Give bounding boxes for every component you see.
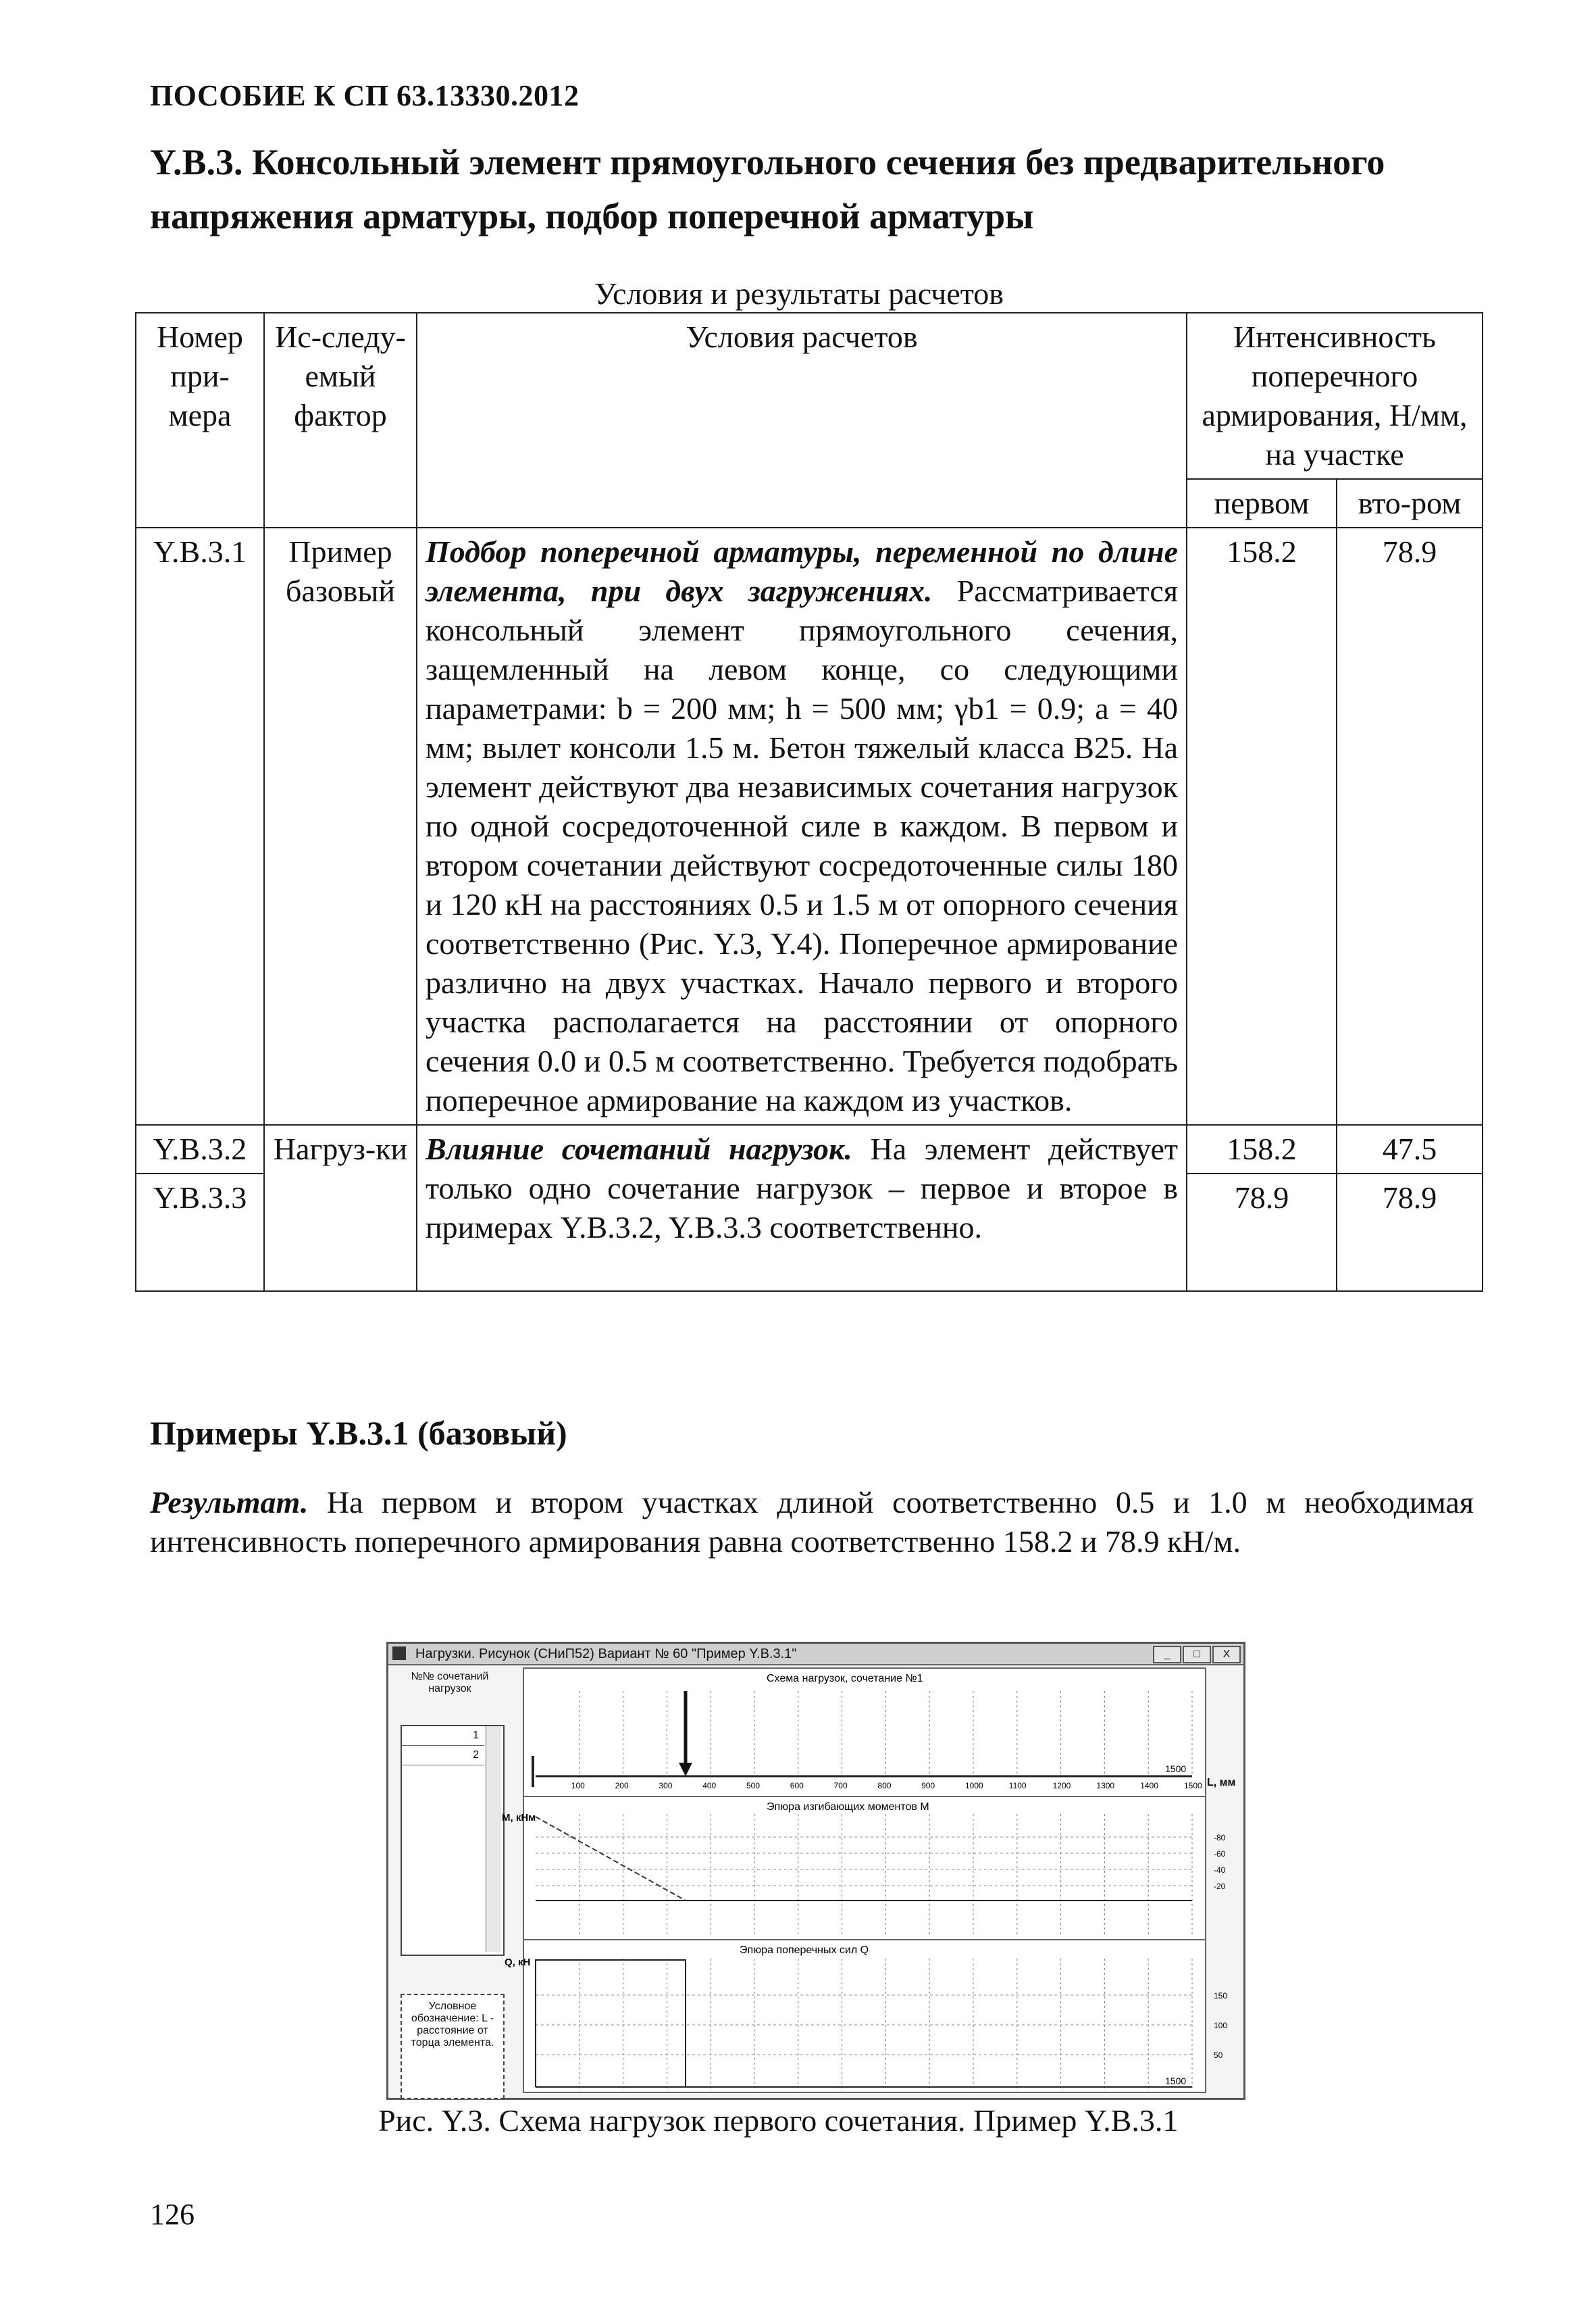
row-id: Y.B.3.1	[136, 528, 264, 1125]
group-conditions-title: Влияние сочетаний нагрузок.	[426, 1132, 852, 1166]
row-factor: Пример базовый	[264, 528, 417, 1125]
x-tick-label: 400	[702, 1781, 717, 1790]
x-tick-label: 300	[659, 1781, 673, 1790]
shear-tick-label: 50	[1214, 2051, 1223, 2060]
group-conditions	[417, 1125, 1187, 1291]
header-example-no: Номер при-мера	[136, 313, 264, 528]
shear-title: Эпюра поперечных сил Q	[740, 1944, 869, 1956]
result-paragraph	[150, 1483, 1474, 1561]
table-row	[136, 1125, 1483, 1174]
x-tick-label: 1400	[1140, 1781, 1158, 1790]
shear-tick-label: 150	[1214, 1991, 1228, 2001]
x-tick-label: 500	[746, 1781, 761, 1790]
combos-label: №№ сочетаний нагрузок	[411, 1671, 489, 1694]
row-value-first: 158.2	[1187, 1125, 1337, 1174]
shear-panel	[523, 1940, 1206, 2092]
running-head: ПОСОБИЕ К СП 63.13330.2012	[150, 79, 580, 112]
row-value-first: 158.2	[1187, 528, 1337, 1125]
combo-number: 2	[473, 1749, 479, 1761]
shear-end-label: 1500	[1165, 2076, 1187, 2086]
x-tick-label: 900	[921, 1781, 935, 1790]
load-title: Схема нагрузок, сочетание №1	[767, 1673, 923, 1684]
header-second: вто-ром	[1337, 479, 1483, 528]
diagrams	[388, 1644, 1243, 2098]
minimize-button[interactable]: _	[1153, 1646, 1181, 1663]
results-table	[135, 312, 1483, 1292]
result-lead: Результат.	[150, 1485, 309, 1519]
x-tick-label: 1100	[1008, 1781, 1027, 1790]
x-tick-label: 600	[790, 1781, 804, 1790]
window-title: Нагрузки. Рисунок (СНиП52) Вариант № 60 "Пример Y.B.3.1"	[415, 1646, 797, 1661]
moment-title: Эпюра изгибающих моментов M	[767, 1801, 929, 1813]
x-tick-label: 100	[571, 1781, 585, 1790]
x-tick-label: 1200	[1052, 1781, 1071, 1790]
x-tick-label: 1500	[1184, 1781, 1202, 1790]
row-value-second: 47.5	[1337, 1125, 1483, 1174]
x-tick-label: 1300	[1096, 1781, 1115, 1790]
moment-tick-label: -40	[1214, 1865, 1226, 1875]
moment-tick-label: -60	[1214, 1849, 1226, 1859]
shear-axis-label: Q, кН	[505, 1957, 531, 1968]
examples-subheading: Примеры Y.B.3.1 (базовый)	[150, 1414, 567, 1452]
close-button[interactable]: X	[1212, 1646, 1241, 1663]
legend-text: Условное обозначение: L - расстояние от торца элемента.	[411, 2001, 494, 2048]
row-value-second: 78.9	[1337, 1174, 1483, 1291]
row-conditions	[417, 528, 1187, 1125]
combo-number: 1	[473, 1730, 479, 1741]
table-row	[136, 528, 1483, 1125]
row-conditions-title: Подбор поперечной арматуры, переменной по длине элемента, при двух загружениях.	[426, 534, 1178, 608]
row-conditions-text: Рассматривается консольный элемент прямоугольного сечения, защемленный на левом конце, со следующими параметрами: b = 200 мм; h = 500 мм; γb1 = 0.9; a = 40 мм; вылет консоли 1.5 м. Бетон тяжелый класса B25. На элемент действуют два независимых сочетания нагрузок по одной сосредоточенной силе в каждом. В первом и втором сочетании действуют сосредоточенные силы 180 и 120 кН на расстояниях 0.5 и 1.5 м от опорного сечения соответственно (Рис. Y.3, Y.4). Поперечное армирование различно на двух участках. Начало первого и второго участка располагается на расстоянии от опорного сечения 0.0 и 0.5 м соответственно. Требуется подобрать поперечное армирование на каждом из участков.	[426, 574, 1178, 1117]
moment-tick-label: -80	[1214, 1833, 1226, 1842]
moment-panel	[523, 1796, 1206, 1940]
figure-caption: Рис. Y.3. Схема нагрузок первого сочетания. Пример Y.B.3.1	[378, 2103, 1179, 2138]
row-id: Y.B.3.3	[136, 1174, 264, 1291]
shear-tick-label: 100	[1214, 2021, 1228, 2030]
row-value-second: 78.9	[1337, 528, 1483, 1125]
moment-tick-label: -20	[1214, 1882, 1226, 1891]
x-tick-label: 1000	[965, 1781, 983, 1790]
header-intensity: Интенсивность поперечного армирования, Н/мм, на участке	[1187, 313, 1483, 479]
x-tick-label: 200	[615, 1781, 629, 1790]
section-title: Y.B.3. Консольный элемент прямоугольного сечения без предварительного напряжения арматуры, подбор поперечной арматуры	[150, 142, 1385, 236]
group-factor: Нагруз-ки	[264, 1125, 417, 1291]
maximize-button[interactable]: □	[1183, 1646, 1211, 1663]
table-header-row	[136, 313, 1483, 479]
row-value-first: 78.9	[1187, 1174, 1337, 1291]
table-caption: Условия и результаты расчетов	[594, 276, 1004, 311]
program-screenshot	[386, 1642, 1245, 2100]
group-conditions-text: На элемент действует только одно сочетание нагрузок – первое и второе в примерах Y.B.3.2, Y.B.3.3 соответственно.	[426, 1132, 1179, 1244]
header-factor: Ис-следу-емый фактор	[264, 313, 417, 528]
header-first: первом	[1187, 479, 1337, 528]
result-text: На первом и втором участках длиной соответственно 0.5 и 1.0 м необходимая интенсивность поперечного армирования равна соответственно 158.2 и 78.9 кН/м.	[150, 1485, 1474, 1559]
row-id: Y.B.3.2	[136, 1125, 264, 1174]
header-conditions: Условия расчетов	[417, 313, 1187, 528]
x-tick-label: 700	[833, 1781, 848, 1790]
beam-end-label: 1500	[1165, 1763, 1187, 1774]
page-number: 126	[150, 2198, 195, 2231]
x-axis-label: L, мм	[1207, 1777, 1236, 1788]
moment-ticks	[1214, 1833, 1226, 1891]
shear-ticks	[1214, 1991, 1227, 2060]
moment-axis-label: M, кНм	[502, 1812, 536, 1823]
x-tick-label: 800	[877, 1781, 892, 1790]
